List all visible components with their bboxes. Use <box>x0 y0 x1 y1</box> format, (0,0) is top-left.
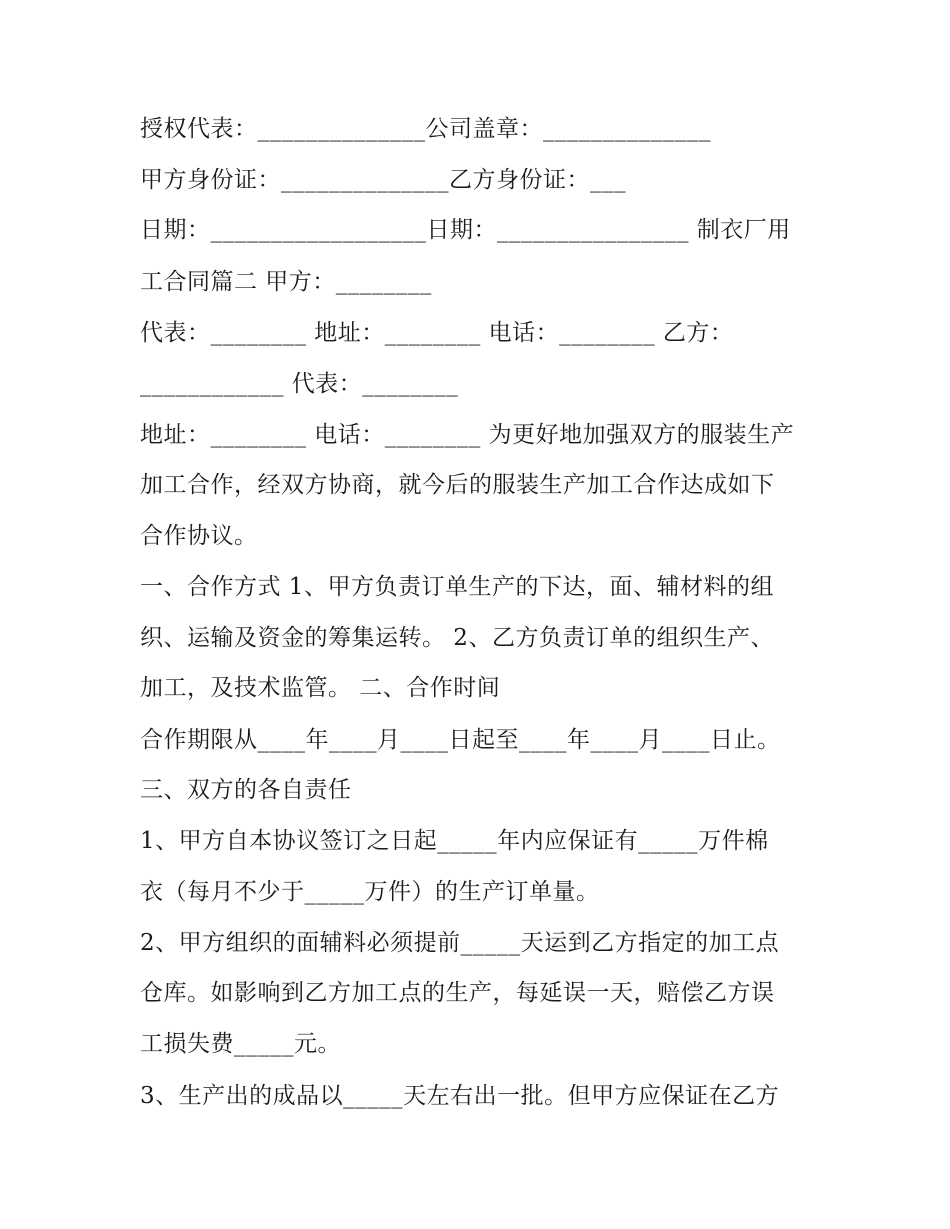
text-line-party-a-contact: 代表：________ 地址：________ 电话：________ 乙方： <box>140 320 734 346</box>
text-line-section-one: 一、合作方式 1、甲方负责订单生产的下达，面、辅材料的组 <box>140 574 774 600</box>
text-line-party-b-rep: ____________ 代表：________ <box>140 371 459 397</box>
text-line-clause-two: 2、甲方组织的面辅料必须提前_____天运到乙方指定的加工点 <box>140 930 780 956</box>
text-line-party-b-contact: 地址：________ 电话：________ 为更好地加强双方的服装生产 <box>140 422 795 448</box>
text-line-id-cards: 甲方身份证：______________乙方身份证：___ <box>140 167 626 193</box>
text-line-clause-two-cont: 仓库。如影响到乙方加工点的生产，每延误一天，赔偿乙方误 <box>140 980 775 1006</box>
text-line-authorized-rep: 授权代表：______________公司盖章：______________ <box>140 116 711 142</box>
text-line-term: 合作期限从____年____月____日起至____年____月____日止。 <box>140 727 781 753</box>
text-line-clause-one: 1、甲方自本协议签订之日起_____年内应保证有_____万件棉 <box>140 828 769 854</box>
text-line-section-one-cont: 织、运输及资金的筹集运转。 2、乙方负责订单的组织生产、 <box>140 625 774 651</box>
text-line-clause-three: 3、生产出的成品以_____天左右出一批。但甲方应保证在乙方 <box>140 1083 780 1109</box>
text-line-intro: 加工合作，经双方协商，就今后的服装生产加工合作达成如下 <box>140 472 775 498</box>
text-line-clause-two-end: 工损失费_____元。 <box>140 1031 341 1057</box>
text-line-section-three: 三、双方的各自责任 <box>140 777 352 803</box>
text-line-dates: 日期：__________________日期：________________ 制衣厂用 <box>140 217 791 243</box>
text-line-clause-one-cont: 衣（每月不少于_____万件）的生产订单量。 <box>140 879 600 905</box>
text-line-intro-end: 合作协议。 <box>140 523 258 549</box>
text-line-contract-two-party-a: 工合同篇二 甲方：________ <box>140 269 432 295</box>
text-line-section-two: 加工，及技术监管。 二、合作时间 <box>140 675 501 701</box>
